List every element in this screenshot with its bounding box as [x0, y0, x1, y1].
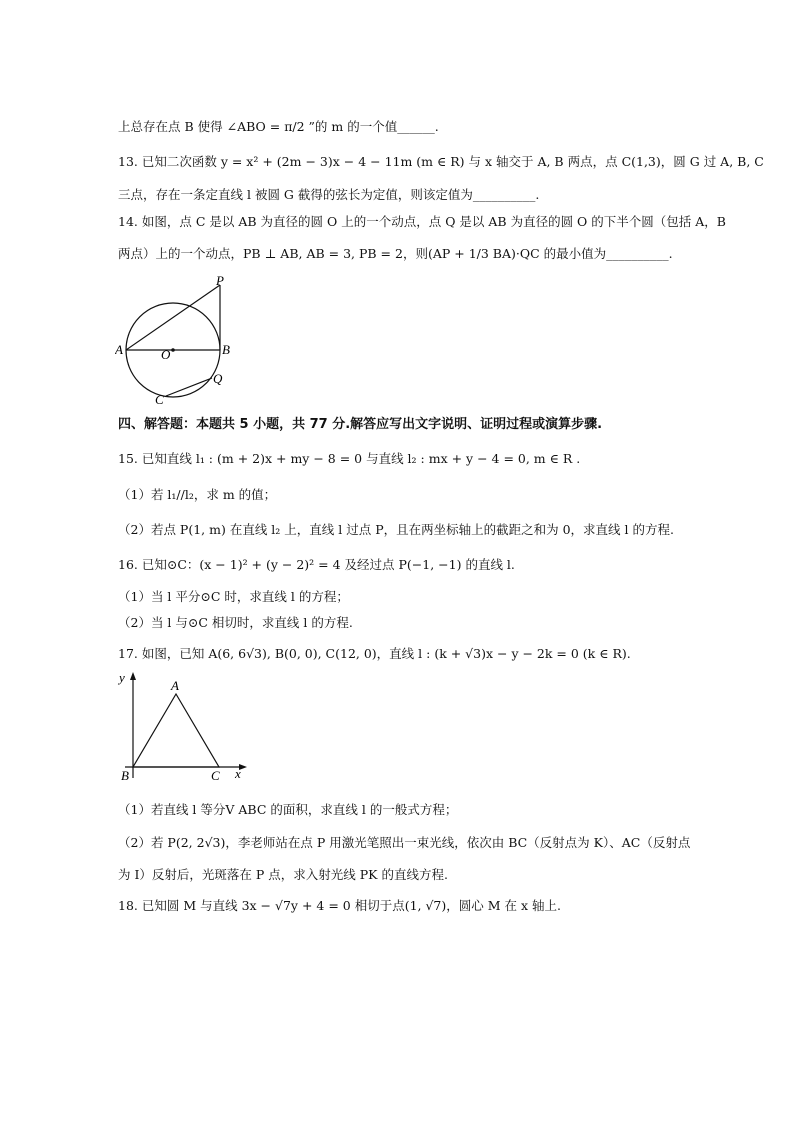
problem-13-line1: 13. 已知二次函数 y = x² + (2m − 3)x − 4 − 11m (m ∈ R) 与 x 轴交于 A, B 两点，点 C(1,3)，圆 G 过 A, B, C — [118, 154, 764, 169]
problem-15-part2: （2）若点 P(1, m) 在直线 l₂ 上，直线 l 过点 P，且在两坐标轴上的截距之和为 0，求直线 l 的方程. — [118, 522, 674, 537]
problem-14-line1: 14. 如图，点 C 是以 AB 为直径的圆 O 上的一个动点，点 Q 是以 AB 为直径的圆 O 的下半个圆（包括 A，B — [118, 214, 726, 229]
problem-15-stem: 15. 已知直线 l₁ : (m + 2)x + my − 8 = 0 与直线 l₂ : mx + y − 4 = 0, m ∈ R . — [118, 451, 581, 466]
label-a: A — [171, 678, 179, 693]
problem-15-part1: （1）若 l₁//l₂，求 m 的值； — [118, 487, 277, 502]
problem-18-stem: 18. 已知圆 M 与直线 3x − √7y + 4 = 0 相切于点(1, √7)，圆心 M 在 x 轴上. — [118, 898, 561, 913]
figure-circle-problem-14 — [115, 275, 255, 405]
label-b: B — [121, 768, 129, 783]
segment-ap — [126, 285, 220, 350]
label-q: Q — [213, 371, 223, 386]
section-four-heading: 四、解答题：本题共 5 小题，共 77 分.解答应写出文字说明、证明过程或演算步骤. — [118, 417, 603, 432]
problem-17-part2-line2: 为 I）反射后，光斑落在 P 点，求入射光线 PK 的直线方程. — [118, 867, 448, 882]
label-b: B — [222, 342, 230, 357]
label-a: A — [115, 342, 123, 357]
label-c: C — [155, 392, 164, 405]
label-y: y — [119, 670, 125, 685]
problem-16-part1: （1）当 l 平分⊙C 时，求直线 l 的方程； — [118, 589, 349, 604]
label-x: x — [235, 766, 241, 781]
segment-cq — [166, 378, 212, 396]
triangle-abc — [133, 694, 219, 767]
line-12-tail: 上总存在点 B 使得 ∠ABO = π/2 ”的 m 的一个值______. — [118, 119, 439, 134]
label-p: P — [216, 275, 224, 288]
problem-13-line2: 三点，存在一条定直线 l 被圆 G 截得的弦长为定值，则该定值为__________. — [118, 187, 540, 202]
problem-17-stem: 17. 如图，已知 A(6, 6√3), B(0, 0), C(12, 0)，直线 l : (k + √3)x − y − 2k = 0 (k ∈ R). — [118, 646, 631, 661]
problem-16-stem: 16. 已知⊙C：(x − 1)² + (y − 2)² = 4 及经过点 P(−1, −1) 的直线 l. — [118, 557, 515, 572]
problem-16-part2: （2）当 l 与⊙C 相切时，求直线 l 的方程. — [118, 615, 353, 630]
center-o-dot — [171, 348, 175, 352]
label-o: O — [161, 347, 171, 362]
problem-17-part1: （1）若直线 l 等分V ABC 的面积，求直线 l 的一般式方程； — [118, 802, 458, 817]
label-c: C — [211, 768, 220, 783]
figure-triangle-problem-17 — [115, 668, 255, 783]
problem-17-part2-line1: （2）若 P(2, 2√3)，李老师站在点 P 用激光笔照出一束光线，依次由 BC（反射点为 K）、AC（反射点 — [118, 835, 691, 850]
y-axis-arrow — [130, 672, 136, 680]
problem-14-line2: 两点）上的一个动点，PB ⊥ AB, AB = 3, PB = 2，则(AP + 1/3 BA)·QC 的最小值为__________. — [118, 246, 673, 261]
